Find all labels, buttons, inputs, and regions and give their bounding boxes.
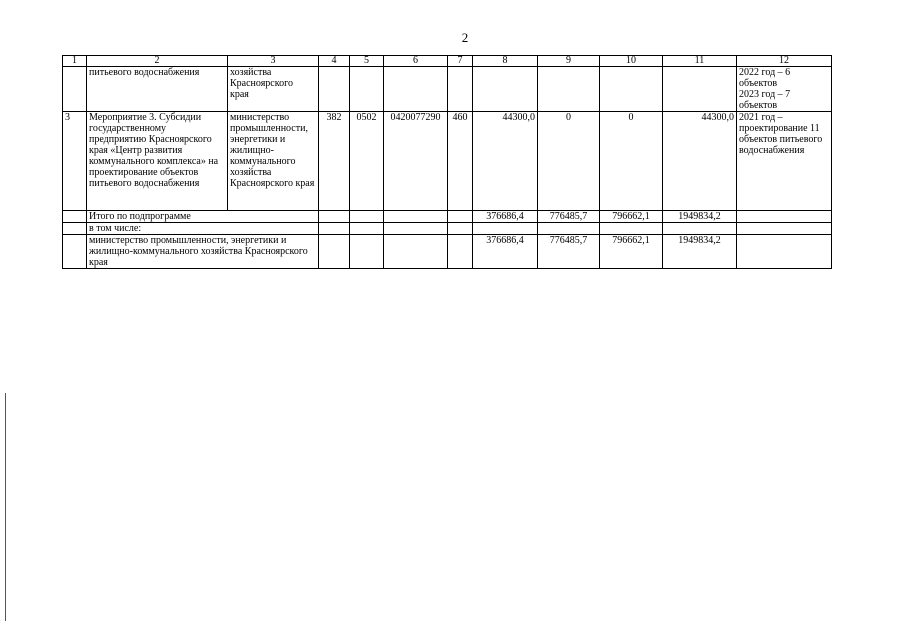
table-row xyxy=(63,112,832,211)
column-header: 4 xyxy=(319,56,350,67)
table-cell xyxy=(63,67,87,112)
column-header: 8 xyxy=(473,56,538,67)
column-header: 7 xyxy=(448,56,473,67)
scan-edge-line xyxy=(5,393,6,621)
table-cell: 796662,1 xyxy=(600,211,663,223)
table-cell: 0502 xyxy=(350,112,384,211)
table-cell: 44300,0 xyxy=(663,112,737,211)
table-cell: 796662,1 xyxy=(600,235,663,269)
table-cell: министерство промышленности, энергетики и жилищно-коммунального хозяйства Красноярского края xyxy=(228,112,319,211)
column-header: 3 xyxy=(228,56,319,67)
table-cell xyxy=(319,67,350,112)
page-number: 2 xyxy=(461,30,469,45)
table-row xyxy=(63,235,832,269)
table-cell: 0420077290 xyxy=(384,112,448,211)
column-header: 5 xyxy=(350,56,384,67)
table-cell: в том числе: xyxy=(87,223,319,235)
column-header: 10 xyxy=(600,56,663,67)
table-cell: министерство промышленности, энергетики и жилищно-коммунального хозяйства Красноярского края xyxy=(87,235,319,269)
table-row xyxy=(63,211,832,223)
table-cell xyxy=(663,67,737,112)
table-cell xyxy=(350,67,384,112)
column-header: 2 xyxy=(87,56,228,67)
table-cell: 382 xyxy=(319,112,350,211)
table-cell: 776485,7 xyxy=(538,235,600,269)
table-cell: 1949834,2 xyxy=(663,235,737,269)
table-cell xyxy=(384,67,448,112)
table-cell: 2021 год – проектирование 11 объектов питьевого водоснабжения xyxy=(737,112,832,211)
table-cell: 460 xyxy=(448,112,473,211)
column-header: 12 xyxy=(737,56,832,67)
column-header: 9 xyxy=(538,56,600,67)
table-cell: 0 xyxy=(600,112,663,211)
table-cell xyxy=(473,67,538,112)
table-cell: хозяйства Красноярского края xyxy=(228,67,319,112)
table-cell: 3 xyxy=(63,112,87,211)
table-cell xyxy=(538,67,600,112)
table-cell: питьевого водоснабжения xyxy=(87,67,228,112)
column-header: 11 xyxy=(663,56,737,67)
table-cell xyxy=(448,67,473,112)
table-cell: 376686,4 xyxy=(473,235,538,269)
column-header: 1 xyxy=(63,56,87,67)
table-cell: 776485,7 xyxy=(538,211,600,223)
table-cell: 376686,4 xyxy=(473,211,538,223)
column-header: 6 xyxy=(384,56,448,67)
table-row xyxy=(63,67,832,112)
table-cell: 1949834,2 xyxy=(663,211,737,223)
table-cell: 2022 год – 6 объектов 2023 год – 7 объектов xyxy=(737,67,832,112)
table-cell: Мероприятие 3. Субсидии государственному предприятию Красноярского края «Центр развития коммунального комплекса» на проектирование объектов питьевого водоснабжения xyxy=(87,112,228,211)
table-cell: 0 xyxy=(538,112,600,211)
table-cell xyxy=(600,67,663,112)
table-row xyxy=(63,223,832,235)
column-numbers-row xyxy=(63,56,832,67)
subprogram-table xyxy=(62,55,832,269)
table-cell: Итого по подпрограмме xyxy=(87,211,319,223)
table-cell: 44300,0 xyxy=(473,112,538,211)
